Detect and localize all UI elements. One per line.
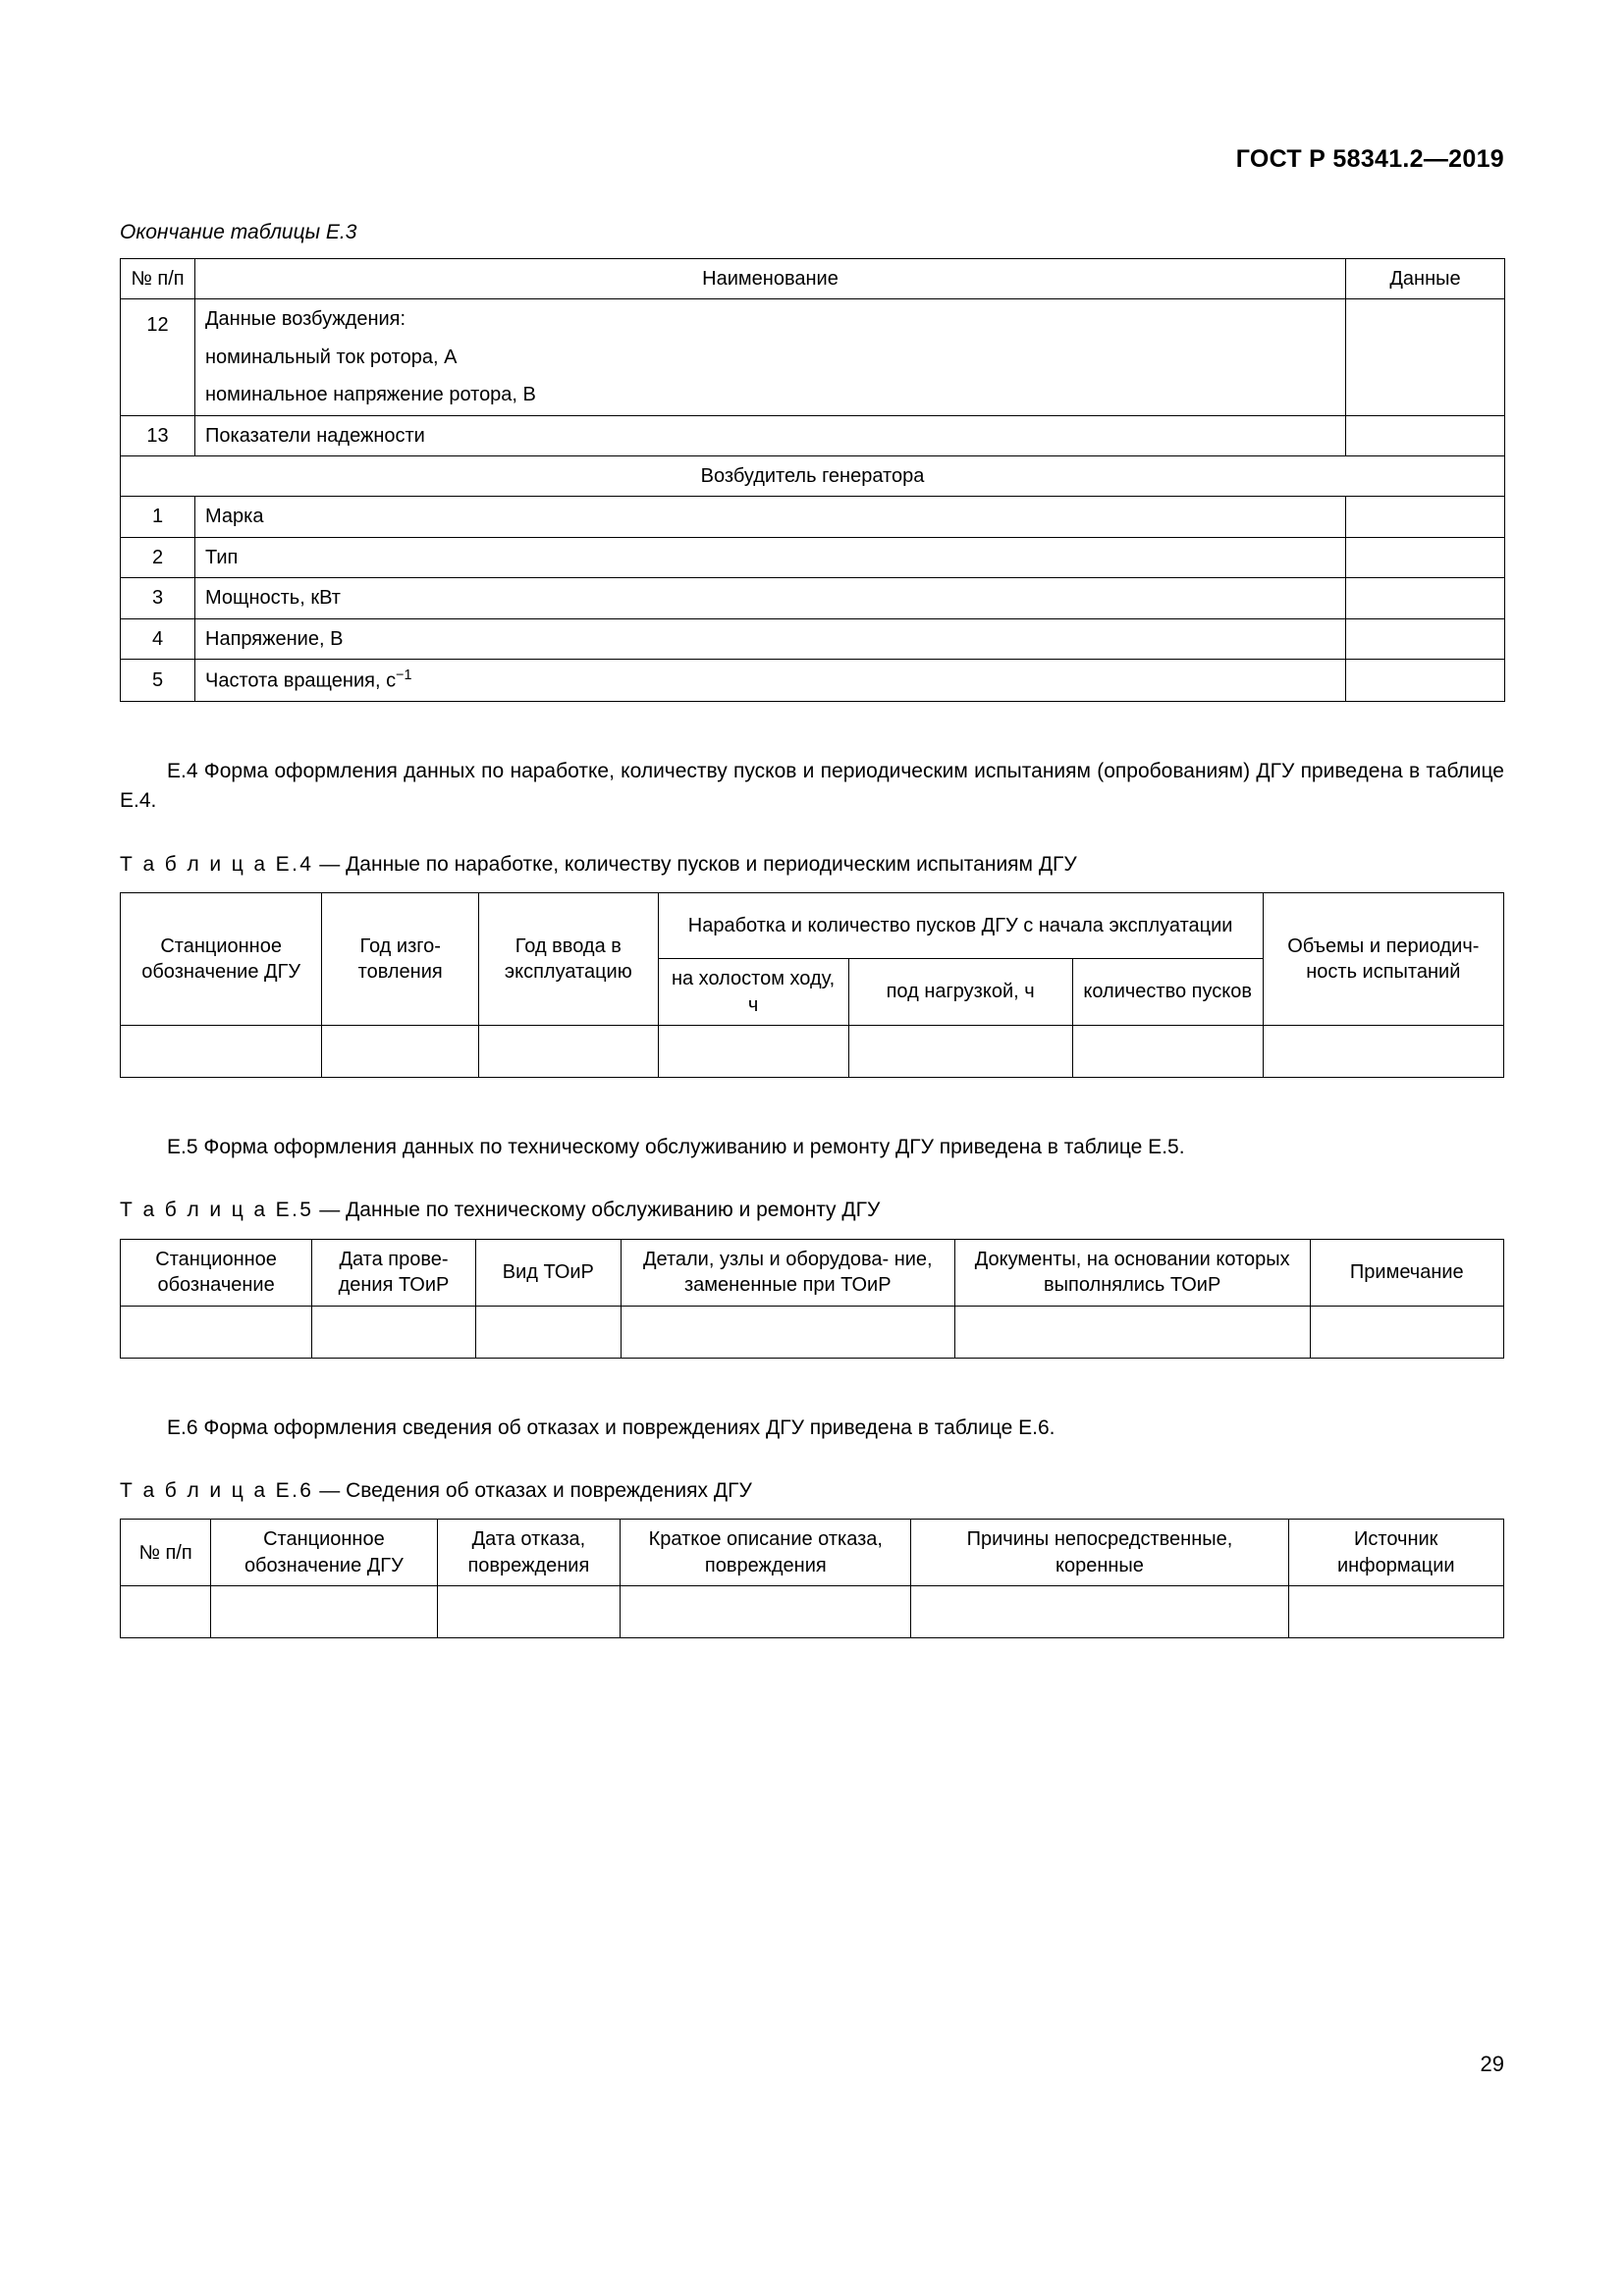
- row-number: 1: [121, 497, 195, 537]
- table-e6-col-description: Краткое описание отказа, повреждения: [621, 1520, 911, 1586]
- table-e6-col-causes: Причины непосредственные, коренные: [911, 1520, 1288, 1586]
- table-row: [121, 299, 1505, 415]
- table-row: [121, 578, 1505, 618]
- table-row-header: [121, 1239, 1504, 1306]
- table-e4-col-year-made: Год изго- товления: [322, 893, 479, 1026]
- cell: [121, 1586, 211, 1638]
- cell: [475, 1306, 621, 1358]
- row-data: [1346, 537, 1505, 577]
- page-header-standard: ГОСТ Р 58341.2—2019: [1235, 145, 1504, 173]
- row-data: [1346, 618, 1505, 659]
- table-row: [121, 659, 1505, 701]
- table-e5-title-text: — Данные по техническому обслуживанию и ремонту ДГУ: [319, 1199, 881, 1222]
- table-e5-col-date: Дата прове- дения ТОиР: [312, 1239, 476, 1306]
- row-name: Тип: [195, 537, 1346, 577]
- row-data: [1346, 659, 1505, 701]
- row-name: [195, 299, 1346, 415]
- table-e6-col-station: Станционное обозначение ДГУ: [211, 1520, 437, 1586]
- table-e4-label: Т а б л и ц а Е.4: [120, 852, 314, 876]
- cell: [312, 1306, 476, 1358]
- paragraph-e5: Е.5 Форма оформления данных по техническому обслуживанию и ремонту ДГУ приведена в таблице Е.5.: [167, 1136, 1185, 1158]
- row-number: 12: [121, 299, 195, 415]
- cell: [121, 1306, 312, 1358]
- row-data: [1346, 497, 1505, 537]
- row-name: Напряжение, В: [195, 618, 1346, 659]
- row-name: [195, 659, 1346, 701]
- table-e4-col-starts: количество пусков: [1072, 959, 1263, 1026]
- table-e4-title-text: — Данные по наработке, количеству пусков и периодическим испытаниям ДГУ: [319, 852, 1077, 876]
- row-data: [1346, 578, 1505, 618]
- table-row: [121, 1586, 1504, 1638]
- row-number: 13: [121, 415, 195, 455]
- cell: [1072, 1026, 1263, 1078]
- paragraph-e6: Е.6 Форма оформления сведения об отказах и повреждениях ДГУ приведена в таблице Е.6.: [167, 1415, 1056, 1439]
- table-e5-col-documents: Документы, на основании которых выполнялись ТОиР: [954, 1239, 1310, 1306]
- cell: [1263, 1026, 1503, 1078]
- cell: [211, 1586, 437, 1638]
- cell: [911, 1586, 1288, 1638]
- table-e3-col-name: Наименование: [195, 259, 1346, 299]
- table-e3-caption: Окончание таблицы Е.3: [120, 221, 357, 243]
- cell: [954, 1306, 1310, 1358]
- table-e4-col-station: Станционное обозначение ДГУ: [121, 893, 322, 1026]
- row-number: 3: [121, 578, 195, 618]
- table-row: [121, 1026, 1504, 1078]
- cell: [322, 1026, 479, 1078]
- table-row: [121, 537, 1505, 577]
- cell: [479, 1026, 659, 1078]
- row-name: Мощность, кВт: [195, 578, 1346, 618]
- row-name: Показатели надежности: [195, 415, 1346, 455]
- row-name-line: номинальный ток ротора, А: [205, 346, 458, 368]
- table-row-header: [121, 893, 1504, 959]
- table-e5-label: Т а б л и ц а Е.5: [120, 1199, 314, 1222]
- table-e6: [120, 1519, 1504, 1638]
- page-number: 29: [1480, 2052, 1504, 2076]
- cell: [1288, 1586, 1504, 1638]
- table-e4-col-year-commission: Год ввода в эксплуатацию: [479, 893, 659, 1026]
- cell: [121, 1026, 322, 1078]
- table-e5-title: [120, 1196, 1504, 1224]
- table-e3-col-data: Данные: [1346, 259, 1505, 299]
- table-e4: [120, 892, 1504, 1078]
- table-e5-col-type: Вид ТОиР: [475, 1239, 621, 1306]
- table-section-title-row: [121, 455, 1505, 496]
- section-title: Возбудитель генератора: [121, 455, 1505, 496]
- table-row: [121, 1306, 1504, 1358]
- cell: [621, 1306, 954, 1358]
- row-name-text: Частота вращения, с: [205, 669, 397, 692]
- table-row: [121, 415, 1505, 455]
- row-name-line: Данные возбуждения:: [205, 308, 406, 331]
- page-content: [120, 221, 1504, 1638]
- table-e6-col-num: № п/п: [121, 1520, 211, 1586]
- row-number: 4: [121, 618, 195, 659]
- table-e4-title: [120, 850, 1504, 879]
- row-number: 5: [121, 659, 195, 701]
- table-e6-title: [120, 1476, 1504, 1505]
- cell: [1310, 1306, 1503, 1358]
- table-row: [121, 618, 1505, 659]
- table-e6-title-text: — Сведения об отказах и повреждениях ДГУ: [319, 1479, 752, 1503]
- cell: [658, 1026, 848, 1078]
- table-e4-col-idle: на холостом ходу, ч: [658, 959, 848, 1026]
- table-e3: [120, 258, 1505, 702]
- cell: [437, 1586, 621, 1638]
- table-e5-col-note: Примечание: [1310, 1239, 1503, 1306]
- row-name-line: номинальное напряжение ротора, В: [205, 384, 536, 406]
- paragraph-e4: Е.4 Форма оформления данных по наработке, количеству пусков и периодическим испытаниям (опробованиям) ДГУ приведена в таблице Е.4.: [120, 759, 1504, 813]
- table-e5-col-parts: Детали, узлы и оборудова- ние, замененные при ТОиР: [621, 1239, 954, 1306]
- table-e5: [120, 1239, 1504, 1359]
- row-number: 2: [121, 537, 195, 577]
- table-e3-col-num: № п/п: [121, 259, 195, 299]
- table-e6-col-source: Источник информации: [1288, 1520, 1504, 1586]
- table-e5-col-station: Станционное обозначение: [121, 1239, 312, 1306]
- table-e4-col-tests: Объемы и периодич- ность испытаний: [1263, 893, 1503, 1026]
- table-row: [121, 497, 1505, 537]
- table-row-header: [121, 1520, 1504, 1586]
- table-e6-col-date: Дата отказа, повреждения: [437, 1520, 621, 1586]
- row-data: [1346, 299, 1505, 415]
- row-name: Марка: [195, 497, 1346, 537]
- table-e6-label: Т а б л и ц а Е.6: [120, 1479, 314, 1503]
- table-e4-col-group: Наработка и количество пусков ДГУ с начала эксплуатации: [658, 893, 1263, 959]
- row-data: [1346, 415, 1505, 455]
- cell: [621, 1586, 911, 1638]
- table-row-header: [121, 259, 1505, 299]
- row-name-superscript: −1: [396, 667, 412, 683]
- cell: [848, 1026, 1072, 1078]
- table-e4-col-load: под нагрузкой, ч: [848, 959, 1072, 1026]
